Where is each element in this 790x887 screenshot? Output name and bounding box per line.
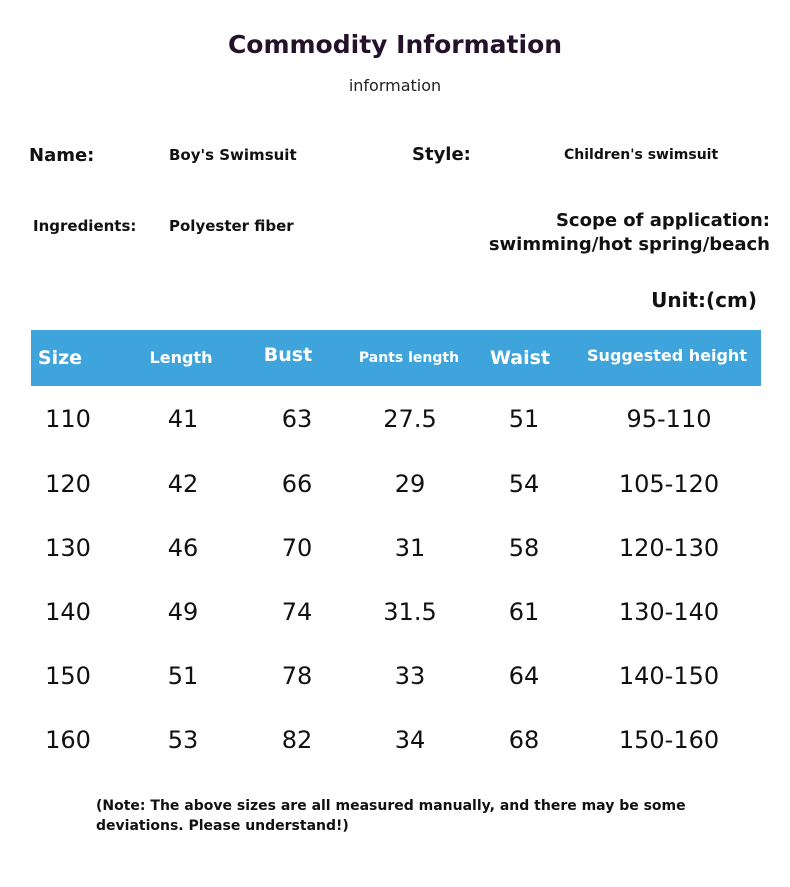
cell-bust: 63 <box>281 405 313 433</box>
cell-suggested-height: 140-150 <box>618 662 720 690</box>
table-row <box>0 405 790 445</box>
cell-waist: 54 <box>508 470 540 498</box>
table-row <box>0 726 790 766</box>
cell-suggested-height: 120-130 <box>618 534 720 562</box>
cell-bust: 74 <box>281 598 313 626</box>
column-header-pants-length: Pants length <box>358 350 460 366</box>
table-row <box>0 662 790 702</box>
cell-suggested-height: 105-120 <box>618 470 720 498</box>
cell-pants-length: 33 <box>394 662 426 690</box>
cell-bust: 78 <box>281 662 313 690</box>
cell-size: 140 <box>45 598 91 626</box>
cell-suggested-height: 150-160 <box>618 726 720 754</box>
measurement-note: (Note: The above sizes are all measured manually, and there may be some deviations. Please understand!) <box>96 798 686 834</box>
cell-pants-length: 31.5 <box>383 598 437 626</box>
column-header-suggested-height: Suggested height <box>587 346 747 365</box>
cell-waist: 51 <box>508 405 540 433</box>
style-label: Style: <box>412 144 471 165</box>
cell-length: 41 <box>167 405 199 433</box>
column-header-size: Size <box>37 347 83 369</box>
cell-size: 130 <box>45 534 91 562</box>
table-row <box>0 598 790 638</box>
cell-size: 160 <box>45 726 91 754</box>
table-row <box>0 470 790 510</box>
cell-length: 46 <box>167 534 199 562</box>
cell-length: 51 <box>167 662 199 690</box>
name-label: Name: <box>29 145 95 166</box>
cell-waist: 68 <box>508 726 540 754</box>
column-header-length: Length <box>149 348 213 367</box>
cell-length: 49 <box>167 598 199 626</box>
cell-suggested-height: 95-110 <box>626 405 712 433</box>
cell-bust: 82 <box>281 726 313 754</box>
page-title: Commodity Information <box>227 30 563 59</box>
cell-waist: 61 <box>508 598 540 626</box>
cell-waist: 58 <box>508 534 540 562</box>
cell-suggested-height: 130-140 <box>618 598 720 626</box>
cell-pants-length: 27.5 <box>383 405 437 433</box>
column-header-bust: Bust <box>263 344 313 366</box>
scope-of-application: Scope of application: swimming/hot spring/beach <box>488 210 770 255</box>
cell-length: 53 <box>167 726 199 754</box>
cell-size: 110 <box>45 405 91 433</box>
cell-bust: 66 <box>281 470 313 498</box>
ingredients-value: Polyester fiber <box>169 217 294 235</box>
cell-bust: 70 <box>281 534 313 562</box>
page-subtitle: information <box>348 76 442 95</box>
cell-size: 120 <box>45 470 91 498</box>
column-header-waist: Waist <box>489 347 550 369</box>
name-value: Boy's Swimsuit <box>169 146 297 164</box>
style-value: Children's swimsuit <box>564 147 719 163</box>
size-table-header <box>31 330 761 386</box>
cell-pants-length: 29 <box>394 470 426 498</box>
unit-label: Unit:(cm) <box>651 288 757 312</box>
cell-pants-length: 31 <box>394 534 426 562</box>
cell-size: 150 <box>45 662 91 690</box>
cell-pants-length: 34 <box>394 726 426 754</box>
table-row <box>0 534 790 574</box>
cell-length: 42 <box>167 470 199 498</box>
ingredients-label: Ingredients: <box>33 217 137 235</box>
cell-waist: 64 <box>508 662 540 690</box>
